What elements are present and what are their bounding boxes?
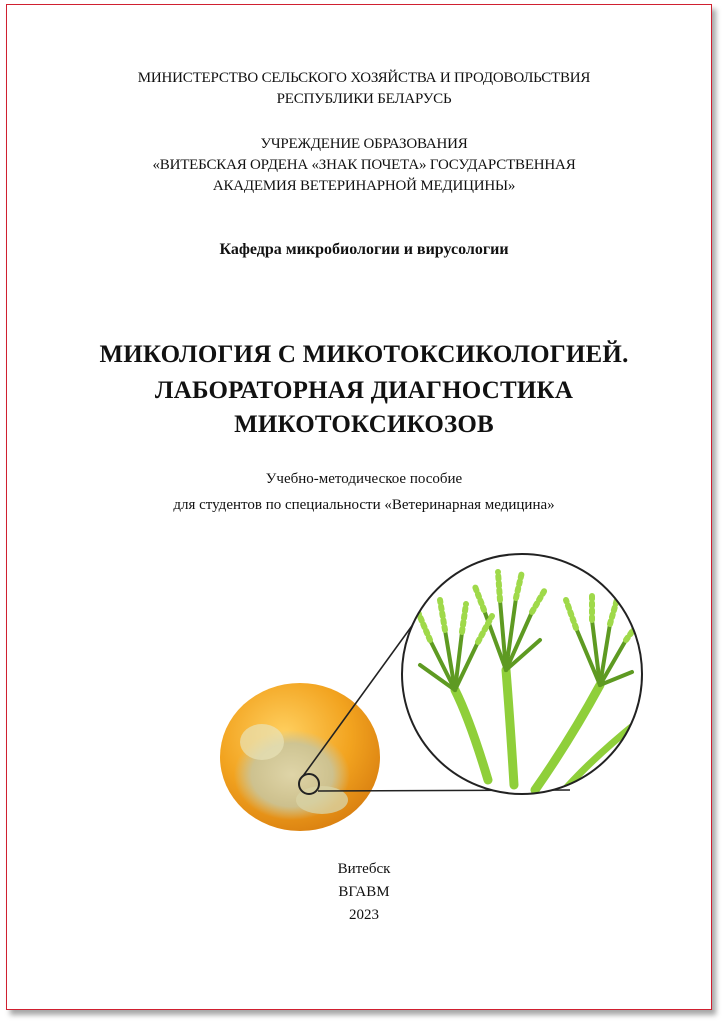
footer-publisher: ВГАВМ: [338, 884, 390, 900]
title-line-2: ЛАБОРАТОРНАЯ ДИАГНОСТИКА: [154, 377, 574, 404]
institution-line-3: АКАДЕМИЯ ВЕТЕРИНАРНОЙ МЕДИЦИНЫ»: [212, 178, 516, 194]
ministry-line-2: РЕСПУБЛИКИ БЕЛАРУСЬ: [276, 91, 452, 107]
subtitle-line-2: для студентов по специальности «Ветеринарная медицина»: [173, 497, 555, 513]
title-line-1: МИКОЛОГИЯ С МИКОТОКСИКОЛОГИЕЙ.: [99, 341, 629, 368]
ministry-line-1: МИНИСТЕРСТВО СЕЛЬСКОГО ХОЗЯЙСТВА И ПРОДОВОЛЬСТВИЯ: [137, 70, 591, 86]
orange-fruit: [220, 683, 380, 831]
institution-line-2: «ВИТЕБСКАЯ ОРДЕНА «ЗНАК ПОЧЕТА» ГОСУДАРСТВЕННАЯ: [152, 157, 576, 173]
subtitle-line-1: Учебно-методическое пособие: [265, 471, 463, 487]
magnified-penicillium: [402, 554, 642, 795]
title-line-3: МИКОТОКСИКОЗОВ: [234, 411, 494, 438]
footer-year: 2023: [349, 907, 379, 923]
footer-city: Витебск: [337, 861, 391, 877]
department: Кафедра микробиологии и вирусологии: [219, 241, 509, 258]
institution-line-1: УЧРЕЖДЕНИЕ ОБРАЗОВАНИЯ: [260, 136, 468, 152]
